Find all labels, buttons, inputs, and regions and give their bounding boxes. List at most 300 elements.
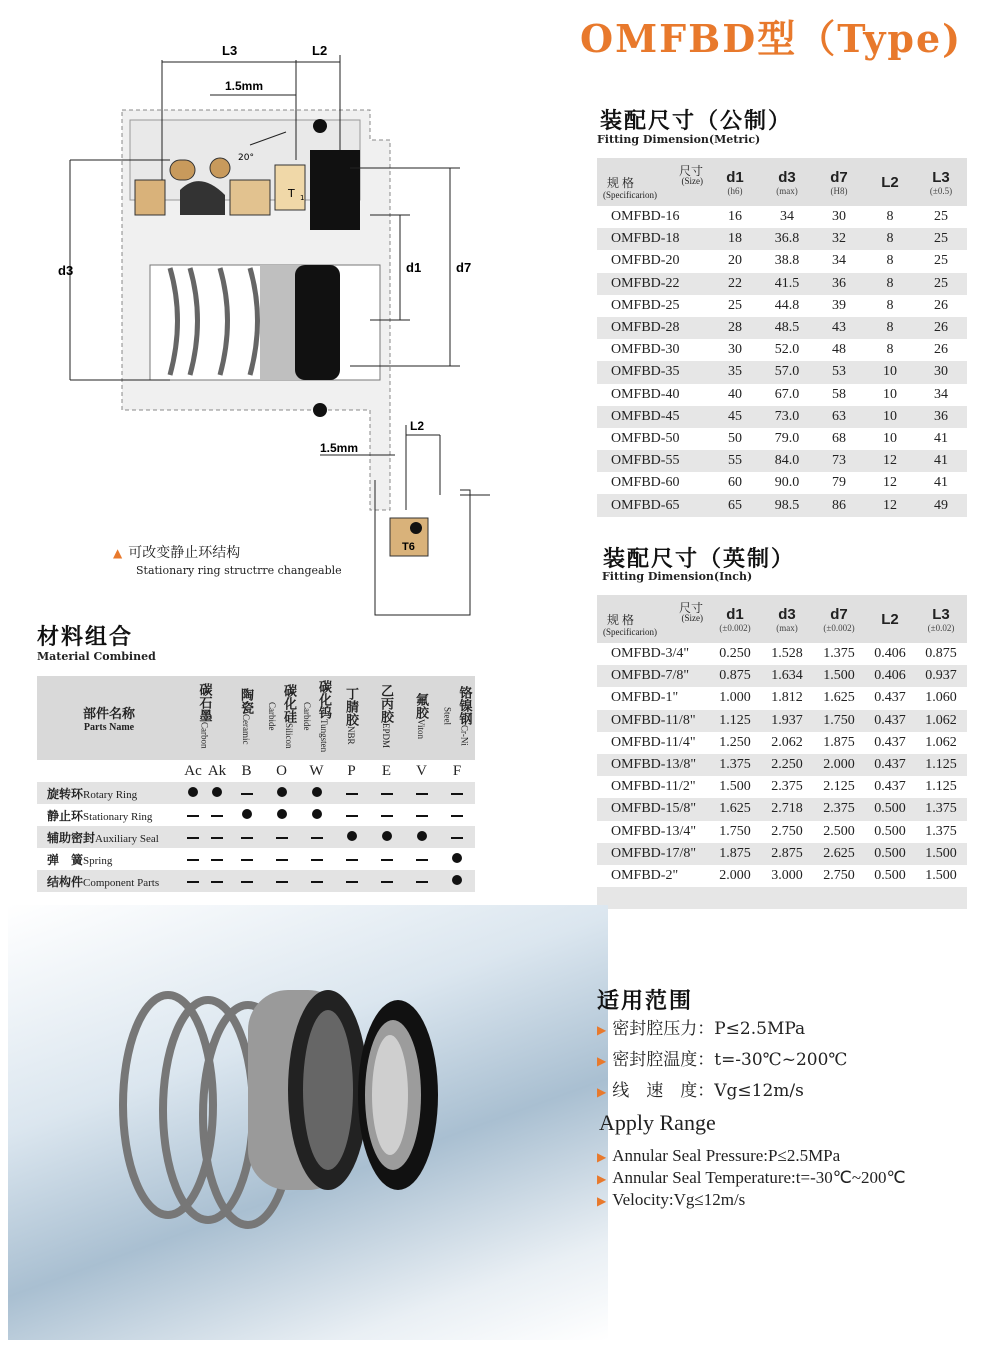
stationary-note-en: Stationary ring structrre changeable [136, 564, 342, 577]
size-cell: OMFBD-28 [597, 317, 709, 339]
size-cell: OMFBD-25 [597, 295, 709, 317]
value-cell: 10 [865, 361, 915, 383]
material-code: P [347, 762, 356, 779]
value-cell: 0.437 [865, 776, 915, 798]
value-cell: 1.634 [761, 665, 813, 687]
size-cell: OMFBD-13/4" [597, 821, 709, 843]
dash-mark-icon [211, 837, 223, 839]
value-cell: 16 [709, 206, 761, 228]
value-cell: 26 [915, 339, 967, 361]
value-cell: 1.375 [915, 821, 967, 843]
empty-row [597, 887, 967, 909]
value-cell: 22 [709, 273, 761, 295]
parts-name-header: 部件名称 Parts Name [37, 676, 181, 760]
table-row [597, 206, 967, 228]
value-cell: 10 [865, 406, 915, 428]
value-cell: 68 [813, 428, 865, 450]
value-cell: 2.250 [761, 754, 813, 776]
material-subtitle: Material Combined [37, 650, 156, 663]
dash-mark-icon [346, 815, 358, 817]
size-cell: OMFBD-22 [597, 273, 709, 295]
dim-d7-label: d7 [456, 260, 472, 275]
value-cell: 2.375 [761, 776, 813, 798]
value-cell: 36.8 [761, 228, 813, 250]
material-table [37, 676, 475, 892]
dash-mark-icon [381, 793, 393, 795]
value-cell: 0.500 [865, 798, 915, 820]
value-cell: 0.250 [709, 643, 761, 665]
value-cell: 1.500 [709, 776, 761, 798]
size-cell: OMFBD-1" [597, 687, 709, 709]
table-row [597, 798, 967, 820]
range-item-en: ▶ Velocity:Vg≤12m/s [597, 1190, 746, 1209]
material-row: 静止环Stationary Ring [37, 804, 475, 826]
table-row [597, 450, 967, 472]
value-cell: 1.528 [761, 643, 813, 665]
value-cell: 1.125 [915, 754, 967, 776]
value-cell: 1.875 [813, 732, 865, 754]
value-cell: 49 [915, 494, 967, 516]
dot-mark-icon [382, 831, 392, 841]
col-header-d1: d1 (h6) [709, 158, 761, 206]
value-cell: 86 [813, 494, 865, 516]
value-cell: 63 [813, 406, 865, 428]
table-row [597, 317, 967, 339]
value-cell: 32 [813, 228, 865, 250]
dim-1-5mm-lower-label: 1.5mm [320, 441, 359, 455]
stationary-note: ▲ 可改变静止环结构 [113, 545, 241, 561]
value-cell: 90.0 [761, 472, 813, 494]
material-code: W [309, 762, 324, 779]
material-row: 辅助密封Auxiliary Seal [37, 826, 475, 848]
value-cell: 1.750 [709, 821, 761, 843]
value-cell: 0.500 [865, 821, 915, 843]
value-cell: 1.375 [813, 643, 865, 665]
table-row [597, 843, 967, 865]
value-cell: 40 [709, 384, 761, 406]
dim-d3-label: d3 [58, 263, 74, 278]
value-cell: 34 [761, 206, 813, 228]
material-row: 弹 簧Spring [37, 848, 475, 870]
value-cell: 1.375 [915, 798, 967, 820]
col-header-L2: L2 [865, 595, 915, 643]
size-cell: OMFBD-7/8" [597, 665, 709, 687]
value-cell: 10 [865, 428, 915, 450]
value-cell: 41 [915, 450, 967, 472]
value-cell: 50 [709, 428, 761, 450]
material-row: 旋转环Rotary Ring [37, 782, 475, 804]
value-cell: 30 [813, 206, 865, 228]
range-title-en: Apply Range [599, 1110, 716, 1135]
material-col-header: 碳石墨Carbon [181, 676, 229, 760]
value-cell: 0.437 [865, 732, 915, 754]
dash-mark-icon [211, 859, 223, 861]
value-cell: 2.375 [813, 798, 865, 820]
range-title-cn: 适用范围 [597, 988, 694, 1014]
dim-L2-lower-label: L2 [410, 419, 425, 433]
material-row: 结构件Component Parts [37, 870, 475, 892]
value-cell: 36 [915, 406, 967, 428]
size-cell: OMFBD-13/8" [597, 754, 709, 776]
range-item-en: ▶ Annular Seal Temperature:t=-30℃~200℃ [597, 1168, 906, 1187]
value-cell: 35 [709, 361, 761, 383]
col-header-d7: d7 (H8) [813, 158, 865, 206]
value-cell: 84.0 [761, 450, 813, 472]
material-code: F [452, 762, 462, 779]
dash-mark-icon [187, 859, 199, 861]
material-col-header: 铬镍钢Cr-Ni Steel [439, 676, 475, 760]
size-cell: OMFBD-55 [597, 450, 709, 472]
dot-mark-icon [212, 787, 222, 797]
value-cell: 2.875 [761, 843, 813, 865]
size-cell: OMFBD-11/8" [597, 710, 709, 732]
value-cell: 98.5 [761, 494, 813, 516]
value-cell: 30 [709, 339, 761, 361]
size-cell: OMFBD-45 [597, 406, 709, 428]
value-cell: 2.500 [813, 821, 865, 843]
value-cell: 38.8 [761, 250, 813, 272]
table-row [597, 406, 967, 428]
value-cell: 41 [915, 428, 967, 450]
size-cell: OMFBD-18 [597, 228, 709, 250]
value-cell: 44.8 [761, 295, 813, 317]
value-cell: 0.406 [865, 643, 915, 665]
dash-mark-icon [381, 881, 393, 883]
size-cell: OMFBD-3/4" [597, 643, 709, 665]
value-cell: 1.500 [915, 865, 967, 887]
table-row [597, 821, 967, 843]
value-cell: 73 [813, 450, 865, 472]
table-row [597, 754, 967, 776]
value-cell: 73.0 [761, 406, 813, 428]
size-cell: OMFBD-16 [597, 206, 709, 228]
material-col-header: 碳化硅Silicon Carbide [264, 676, 299, 760]
size-cell: OMFBD-2" [597, 865, 709, 887]
seal-head-icon [248, 990, 368, 1190]
value-cell: 52.0 [761, 339, 813, 361]
spec-header: 尺寸 (Size) 规 格 (Specificarion) [603, 601, 703, 637]
value-cell: 1.500 [915, 843, 967, 865]
table-row [597, 494, 967, 516]
value-cell: 0.406 [865, 665, 915, 687]
value-cell: 45 [709, 406, 761, 428]
dot-mark-icon [277, 809, 287, 819]
dash-mark-icon [416, 815, 428, 817]
value-cell: 0.937 [915, 665, 967, 687]
range-list-en [597, 1146, 906, 1210]
dot-mark-icon [312, 809, 322, 819]
value-cell: 0.437 [865, 687, 915, 709]
value-cell: 2.000 [709, 865, 761, 887]
value-cell: 18 [709, 228, 761, 250]
value-cell: 8 [865, 295, 915, 317]
metric-title: 装配尺寸（公制） [600, 108, 793, 134]
size-cell: OMFBD-17/8" [597, 843, 709, 865]
value-cell: 1.625 [709, 798, 761, 820]
material-col-header: 碳化钨Tungsten Carbide [299, 676, 334, 760]
value-cell: 1.060 [915, 687, 967, 709]
dot-mark-icon [452, 875, 462, 885]
value-cell: 0.437 [865, 754, 915, 776]
dash-mark-icon [241, 793, 253, 795]
value-cell: 12 [865, 472, 915, 494]
value-cell: 28 [709, 317, 761, 339]
dash-mark-icon [276, 837, 288, 839]
triangle-bullet-icon: ▶ [597, 1150, 607, 1164]
size-cell: OMFBD-30 [597, 339, 709, 361]
dash-mark-icon [416, 793, 428, 795]
value-cell: 0.437 [865, 710, 915, 732]
value-cell: 25 [709, 295, 761, 317]
angle-label: 20° [238, 153, 254, 163]
value-cell: 1.937 [761, 710, 813, 732]
blank-cell [37, 760, 181, 782]
dash-mark-icon [311, 837, 323, 839]
value-cell: 8 [865, 228, 915, 250]
dot-mark-icon [188, 787, 198, 797]
value-cell: 41 [915, 472, 967, 494]
value-cell: 8 [865, 339, 915, 361]
range-list-cn [597, 1014, 847, 1101]
inch-subtitle: Fitting Dimension(Inch) [602, 570, 753, 583]
dash-mark-icon [276, 859, 288, 861]
value-cell: 0.500 [865, 843, 915, 865]
material-col-header: 陶瓷Ceramic [229, 676, 264, 760]
dot-mark-icon [347, 831, 357, 841]
range-item-cn: ▶ 密封腔压力：P≤2.5MPa [597, 1019, 806, 1039]
dash-mark-icon [416, 859, 428, 861]
table-row [597, 339, 967, 361]
col-header-d3: d3 (max) [761, 158, 813, 206]
dash-mark-icon [187, 815, 199, 817]
material-code: Ak [207, 762, 227, 779]
value-cell: 34 [813, 250, 865, 272]
table-row [597, 732, 967, 754]
seat-ring-icon [358, 1000, 438, 1190]
value-cell: 65 [709, 494, 761, 516]
dash-mark-icon [241, 881, 253, 883]
value-cell: 30 [915, 361, 967, 383]
material-title: 材料组合 [37, 624, 134, 650]
material-col-header: 丁腈胶NBR [334, 676, 369, 760]
size-cell: OMFBD-35 [597, 361, 709, 383]
material-code: Ac [184, 762, 202, 779]
dot-mark-icon [242, 809, 252, 819]
value-cell: 58 [813, 384, 865, 406]
triangle-bullet-icon: ▶ [597, 1085, 607, 1099]
dim-1-5mm-label: 1.5mm [225, 79, 264, 93]
value-cell: 48.5 [761, 317, 813, 339]
dash-mark-icon [187, 837, 199, 839]
product-photo [8, 905, 608, 1340]
size-cell: OMFBD-60 [597, 472, 709, 494]
value-cell: 25 [915, 228, 967, 250]
table-row [597, 295, 967, 317]
value-cell: 1.250 [709, 732, 761, 754]
triangle-bullet-icon: ▶ [597, 1023, 607, 1037]
value-cell: 8 [865, 250, 915, 272]
seal-cross-section-drawing [50, 40, 490, 620]
size-cell: OMFBD-20 [597, 250, 709, 272]
table-row [597, 687, 967, 709]
size-cell: OMFBD-15/8" [597, 798, 709, 820]
dash-mark-icon [211, 815, 223, 817]
value-cell: 36 [813, 273, 865, 295]
value-cell: 48 [813, 339, 865, 361]
dash-mark-icon [346, 793, 358, 795]
value-cell: 8 [865, 206, 915, 228]
dash-mark-icon [311, 881, 323, 883]
value-cell: 12 [865, 450, 915, 472]
value-cell: 1.875 [709, 843, 761, 865]
range-item-en: ▶ Annular Seal Pressure:P≤2.5MPa [597, 1146, 841, 1165]
size-cell: OMFBD-40 [597, 384, 709, 406]
dot-mark-icon [312, 787, 322, 797]
size-cell: OMFBD-65 [597, 494, 709, 516]
size-cell: OMFBD-50 [597, 428, 709, 450]
dash-mark-icon [311, 859, 323, 861]
metric-subtitle: Fitting Dimension(Metric) [597, 133, 761, 146]
T6-label: T6 [402, 541, 415, 553]
value-cell: 43 [813, 317, 865, 339]
value-cell: 2.000 [813, 754, 865, 776]
value-cell: 2.718 [761, 798, 813, 820]
table-row [597, 250, 967, 272]
col-header-L3: L3 (±0.5) [915, 158, 967, 206]
value-cell: 1.125 [915, 776, 967, 798]
spec-header: 尺寸 (Size) 规 格 (Specificarion) [603, 164, 703, 200]
dash-mark-icon [451, 815, 463, 817]
dash-mark-icon [346, 881, 358, 883]
value-cell: 55 [709, 450, 761, 472]
dash-mark-icon [276, 881, 288, 883]
value-cell: 53 [813, 361, 865, 383]
value-cell: 10 [865, 384, 915, 406]
value-cell: 1.500 [813, 665, 865, 687]
value-cell: 60 [709, 472, 761, 494]
value-cell: 67.0 [761, 384, 813, 406]
dim-L3-label: L3 [222, 43, 238, 58]
value-cell: 1.062 [915, 710, 967, 732]
svg-text:1: 1 [300, 194, 305, 202]
triangle-bullet-icon: ▲ [113, 546, 123, 560]
svg-text:T: T [288, 187, 295, 200]
value-cell: 1.062 [915, 732, 967, 754]
table-row [597, 776, 967, 798]
material-code: V [416, 762, 427, 779]
value-cell: 20 [709, 250, 761, 272]
inch-title: 装配尺寸（英制） [603, 546, 796, 572]
col-header-d3: d3 (max) [761, 595, 813, 643]
value-cell: 1.125 [709, 710, 761, 732]
material-code: O [276, 762, 287, 779]
value-cell: 39 [813, 295, 865, 317]
dash-mark-icon [451, 837, 463, 839]
table-row [597, 428, 967, 450]
material-col-header: 氟胶Viton [404, 676, 439, 760]
table-row [597, 228, 967, 250]
dot-mark-icon [452, 853, 462, 863]
table-row [597, 361, 967, 383]
value-cell: 3.000 [761, 865, 813, 887]
value-cell: 2.125 [813, 776, 865, 798]
value-cell: 26 [915, 295, 967, 317]
dash-mark-icon [416, 881, 428, 883]
value-cell: 1.625 [813, 687, 865, 709]
dash-mark-icon [241, 859, 253, 861]
dot-mark-icon [417, 831, 427, 841]
value-cell: 1.375 [709, 754, 761, 776]
value-cell: 79 [813, 472, 865, 494]
metric-dimension-table [597, 158, 967, 517]
triangle-bullet-icon: ▶ [597, 1054, 607, 1068]
dash-mark-icon [451, 793, 463, 795]
inch-dimension-table [597, 595, 967, 909]
table-row [597, 865, 967, 887]
col-header-d7: d7 (±0.002) [813, 595, 865, 643]
material-code: E [381, 762, 392, 779]
material-col-header: 乙丙胶EPDM [369, 676, 404, 760]
value-cell: 8 [865, 273, 915, 295]
value-cell: 41.5 [761, 273, 813, 295]
col-header-d1: d1 (±0.002) [709, 595, 761, 643]
dim-d1-label: d1 [406, 260, 422, 275]
dash-mark-icon [241, 837, 253, 839]
value-cell: 1.812 [761, 687, 813, 709]
range-item-cn: ▶ 密封腔温度：t=-30℃~200℃ [597, 1050, 848, 1070]
dash-mark-icon [381, 815, 393, 817]
col-header-L3: L3 (±0.02) [915, 595, 967, 643]
page-title: OMFBD型（Type) [580, 16, 963, 61]
value-cell: 1.750 [813, 710, 865, 732]
triangle-bullet-icon: ▶ [597, 1194, 607, 1208]
size-cell: OMFBD-11/4" [597, 732, 709, 754]
value-cell: 79.0 [761, 428, 813, 450]
material-code: B [241, 762, 252, 779]
value-cell: 2.750 [813, 865, 865, 887]
value-cell: 12 [865, 494, 915, 516]
dash-mark-icon [187, 881, 199, 883]
value-cell: 0.500 [865, 865, 915, 887]
table-row [597, 710, 967, 732]
col-header-L2: L2 [865, 158, 915, 206]
value-cell: 2.625 [813, 843, 865, 865]
dim-L2-label: L2 [312, 43, 328, 58]
value-cell: 34 [915, 384, 967, 406]
value-cell: 25 [915, 206, 967, 228]
value-cell: 25 [915, 273, 967, 295]
dot-mark-icon [277, 787, 287, 797]
range-item-cn: ▶ 线 速 度：Vg≤12m/s [597, 1081, 804, 1101]
table-row [597, 384, 967, 406]
table-row [597, 472, 967, 494]
value-cell: 0.875 [915, 643, 967, 665]
value-cell: 57.0 [761, 361, 813, 383]
value-cell: 2.062 [761, 732, 813, 754]
size-cell: OMFBD-11/2" [597, 776, 709, 798]
value-cell: 1.000 [709, 687, 761, 709]
value-cell: 25 [915, 250, 967, 272]
table-row [597, 643, 967, 665]
value-cell: 2.750 [761, 821, 813, 843]
dash-mark-icon [381, 859, 393, 861]
triangle-bullet-icon: ▶ [597, 1172, 607, 1186]
value-cell: 26 [915, 317, 967, 339]
value-cell: 8 [865, 317, 915, 339]
table-row [597, 273, 967, 295]
value-cell: 0.875 [709, 665, 761, 687]
table-row [597, 665, 967, 687]
